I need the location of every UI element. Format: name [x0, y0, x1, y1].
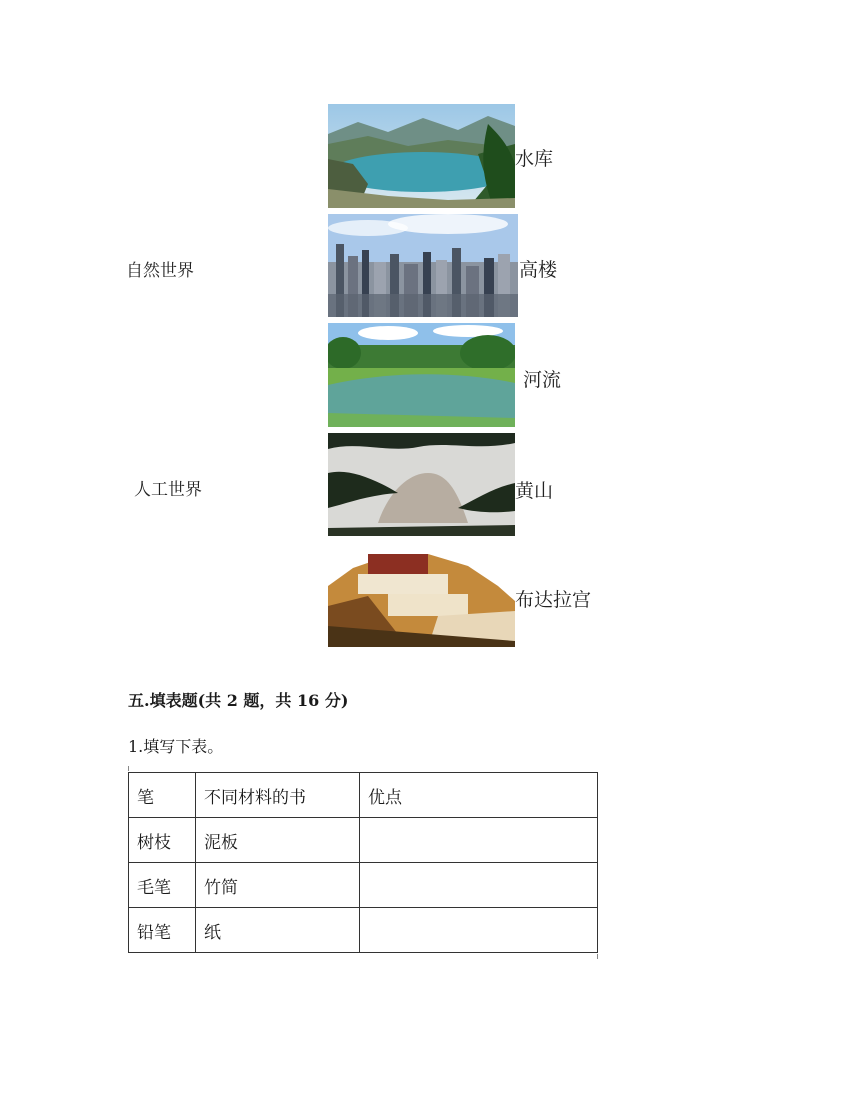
- table-cell: 毛笔: [129, 863, 196, 908]
- table-cell: 纸: [196, 908, 360, 953]
- potala-palace-photo: [328, 546, 515, 647]
- huangshan-photo: [328, 433, 515, 536]
- huangshan-label: 黄山: [515, 480, 554, 502]
- table-cell: 铅笔: [129, 908, 196, 953]
- answer-cell[interactable]: [360, 908, 598, 953]
- fill-table: [128, 772, 598, 953]
- river-label: 河流: [523, 369, 562, 391]
- header-cell: 优点: [360, 773, 598, 818]
- category-natural-world: 自然世界: [126, 261, 194, 281]
- reservoir-photo: [328, 104, 515, 208]
- table-header-row: [129, 773, 598, 818]
- table-row: [129, 908, 598, 953]
- table-corner-mark: [597, 954, 598, 959]
- section-title: 五.填表题(共 2 题，共 16 分): [128, 691, 349, 710]
- header-cell: 笔: [129, 773, 196, 818]
- table-corner-mark: [128, 766, 129, 771]
- river-photo: [328, 323, 515, 427]
- skyscrapers-photo: [328, 214, 518, 317]
- table-cell: 泥板: [196, 818, 360, 863]
- answer-cell[interactable]: [360, 863, 598, 908]
- table-cell: 竹简: [196, 863, 360, 908]
- question-text: 1.填写下表。: [128, 737, 224, 756]
- table-row: [129, 863, 598, 908]
- header-cell: 不同材料的书: [196, 773, 360, 818]
- potala-palace-label: 布达拉宫: [515, 589, 592, 611]
- table-row: [129, 818, 598, 863]
- skyscrapers-label: 高楼: [519, 259, 558, 281]
- table-cell: 树枝: [129, 818, 196, 863]
- answer-cell[interactable]: [360, 818, 598, 863]
- category-artificial-world: 人工世界: [134, 480, 202, 500]
- reservoir-label: 水库: [515, 148, 554, 170]
